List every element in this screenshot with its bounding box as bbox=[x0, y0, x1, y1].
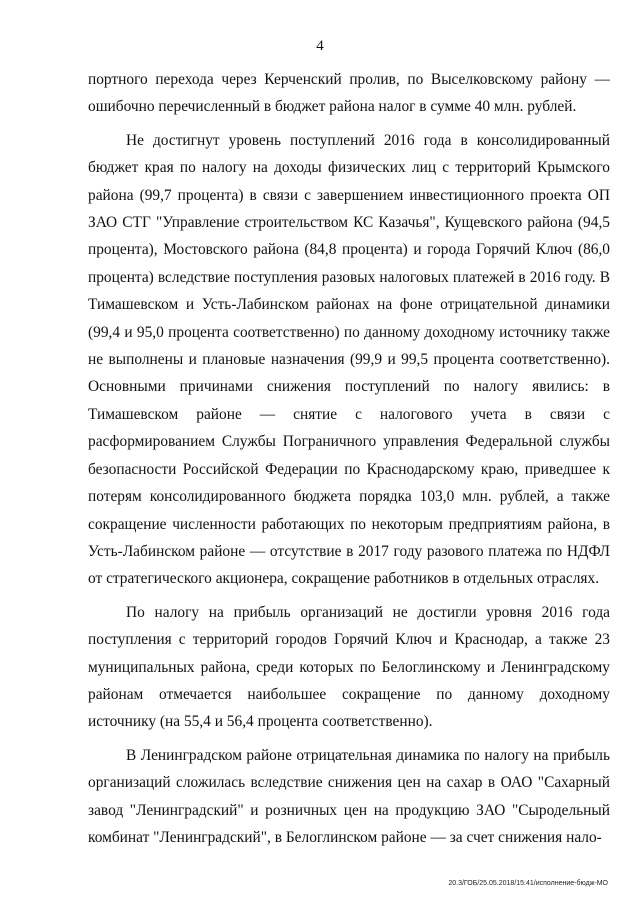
paragraph-profit-tax: По налогу на прибыль организаций не достигли уровня 2016 года поступления с территорий городов Горячий Ключ и Краснодар, а также 23 муниципальных района, среди которых по Белоглинскому и Ленинградскому районам отмечается наибольшее сокращение по данному доходному источнику (на 55,4 и 56,4 процента соответственно). bbox=[88, 603, 610, 731]
paragraph-continuation: портного перехода через Керченский пролив, по Выселковскому району — ошибочно перечисленный в бюджет района налог в сумме 40 млн. рублей. bbox=[88, 71, 610, 116]
paragraph-ndfl: Не достигнут уровень поступлений 2016 года в консолидированный бюджет края по налогу на доходы физических лиц с территорий Крымского района (99,7 процента) в связи с завершением инвестиционного проекта ОП ЗАО СТГ "Управление строительством КС Казачья", Кущевского района (94,5 процента), Мостовского района (84,8 процента) и города Горячий Ключ (86,0 процента) вследствие поступления разовых налоговых платежей в 2016 году. В Тимашевском и Усть-Лабинском районах на фоне отрицательной динамики (99,4 и 95,0 процента соответственно) по данному доходному источнику также не выполнены и плановые назначения (99,9 и 99,5 процента соответственно). Основными причинами снижения поступлений по налогу явились: в Тимашевском районе — снятие с налогового учета в связи с расформированием Службы Пограничного управления Федеральной службы безопасности Российской Федерации по Краснодарскому краю, приведшее к потерям консолидированного бюджета порядка 103,0 млн. рублей, а также сокращение численности работающих по некоторым предприятиям района, в Усть-Лабинском районе — отсутствие в 2017 году разового платежа по НДФЛ от стратегического акционера, сокращение работников в отдельных отраслях. bbox=[88, 131, 610, 588]
page-number: 4 bbox=[316, 38, 324, 54]
paragraph-leningradsky: В Ленинградском районе отрицательная динамика по налогу на прибыль организаций сложилась вследствие снижения цен на сахар в ОАО "Сахарный завод "Ленинградский" и розничных цен на продукцию ЗАО "Сыродельный комбинат "Ленинградский", в Белоглинском районе — за счет снижения нало- bbox=[88, 746, 610, 846]
document-body bbox=[88, 66, 610, 851]
document-footer: 20.3/ГОБ/25.05.2018/15:41/исполнение-бюдж-МО bbox=[448, 880, 608, 887]
